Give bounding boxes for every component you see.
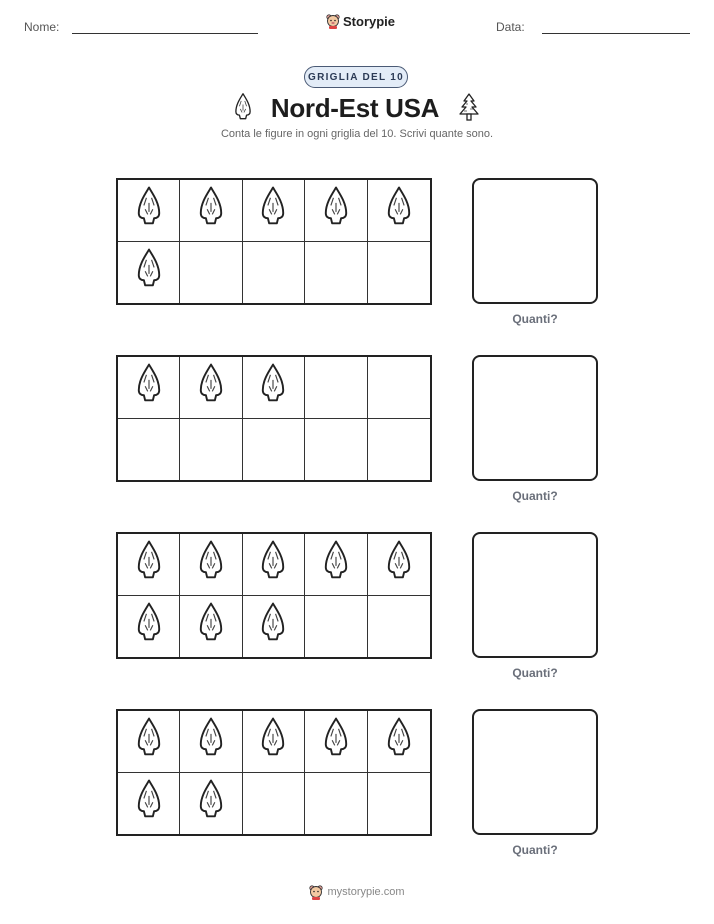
ten-frame-cell	[368, 773, 430, 835]
instructions: Conta le figure in ogni griglia del 10. Scrivi quante sono.	[220, 128, 494, 140]
ten-frame-cell	[243, 242, 305, 304]
footer-url: mystorypie.com	[327, 886, 405, 898]
ten-frame-cell	[305, 180, 367, 242]
ten-frame-cell	[305, 773, 367, 835]
answer-box[interactable]	[472, 532, 598, 658]
ten-frame-cell	[368, 180, 430, 242]
arrowhead-icon	[194, 362, 228, 413]
ten-frame-cell	[118, 242, 180, 304]
brand-logo	[326, 13, 395, 29]
ten-frame-cell	[368, 242, 430, 304]
arrowhead-icon	[256, 362, 290, 413]
ten-frame-cell	[243, 419, 305, 481]
arrowhead-icon	[319, 185, 353, 236]
arrowhead-icon	[132, 539, 166, 590]
bear-mascot-icon	[309, 884, 323, 900]
arrowhead-icon	[256, 601, 290, 652]
ten-frame-cell	[180, 773, 242, 835]
arrowhead-icon	[194, 716, 228, 767]
arrowhead-icon	[256, 185, 290, 236]
ten-frame-cell	[305, 419, 367, 481]
answer-label: Quanti?	[512, 489, 558, 503]
arrowhead-icon	[319, 716, 353, 767]
ten-frame-cell	[243, 534, 305, 596]
ten-frame-cell	[180, 534, 242, 596]
ten-frame-cell	[180, 357, 242, 419]
answer-box[interactable]	[472, 178, 598, 304]
answer-box[interactable]	[472, 355, 598, 481]
name-label: Nome:	[24, 20, 60, 34]
answer-label: Quanti?	[512, 843, 558, 857]
arrowhead-icon	[382, 539, 416, 590]
ten-frame-cell	[368, 596, 430, 658]
ten-frame-cell	[118, 711, 180, 773]
ten-frame	[116, 532, 432, 659]
ten-frame-cell	[180, 711, 242, 773]
ten-frame	[116, 178, 432, 305]
ten-frame-cell	[118, 357, 180, 419]
ten-frame-cell	[180, 419, 242, 481]
arrowhead-icon	[194, 778, 228, 829]
date-label: Data:	[496, 20, 525, 34]
ten-frame-cell	[305, 242, 367, 304]
footer	[0, 884, 714, 900]
ten-frame	[116, 355, 432, 482]
arrowhead-icon	[132, 185, 166, 236]
arrowhead-icon	[132, 778, 166, 829]
ten-frame-cell	[118, 534, 180, 596]
ten-frame-cell	[305, 596, 367, 658]
ten-frame-cell	[305, 357, 367, 419]
ten-frame-cell	[305, 534, 367, 596]
ten-frame-cell	[118, 596, 180, 658]
ten-frame-cell	[368, 711, 430, 773]
arrowhead-icon	[256, 716, 290, 767]
arrowhead-icon	[132, 601, 166, 652]
ten-frame-cell	[243, 773, 305, 835]
pine-tree-icon	[455, 92, 483, 124]
worksheet-type-badge: GRIGLIA DEL 10	[304, 66, 408, 88]
bear-mascot-icon	[326, 13, 340, 29]
arrowhead-icon	[194, 185, 228, 236]
page-title: Nord-Est USA	[270, 92, 440, 123]
ten-frame-cell	[243, 180, 305, 242]
arrowhead-icon	[319, 539, 353, 590]
ten-frame-cell	[243, 596, 305, 658]
ten-frame	[116, 709, 432, 836]
ten-frame-cell	[118, 419, 180, 481]
ten-frame-cell	[118, 180, 180, 242]
name-line[interactable]	[72, 33, 258, 34]
answer-label: Quanti?	[512, 312, 558, 326]
arrowhead-icon	[194, 601, 228, 652]
ten-frame-cell	[243, 357, 305, 419]
arrowhead-icon	[382, 185, 416, 236]
ten-frame-cell	[368, 534, 430, 596]
arrowhead-icon	[132, 716, 166, 767]
ten-frame-cell	[243, 711, 305, 773]
ten-frame-cell	[180, 180, 242, 242]
arrowhead-icon	[132, 362, 166, 413]
answer-label: Quanti?	[512, 666, 558, 680]
ten-frame-cell	[180, 242, 242, 304]
arrowhead-icon	[256, 539, 290, 590]
answer-box[interactable]	[472, 709, 598, 835]
arrowhead-icon	[132, 247, 166, 298]
arrowhead-icon	[231, 92, 255, 124]
date-line[interactable]	[542, 33, 690, 34]
arrowhead-icon	[194, 539, 228, 590]
ten-frame-cell	[118, 773, 180, 835]
ten-frame-cell	[368, 357, 430, 419]
ten-frame-cell	[305, 711, 367, 773]
ten-frame-cell	[368, 419, 430, 481]
title-row	[0, 90, 714, 126]
ten-frame-cell	[180, 596, 242, 658]
arrowhead-icon	[382, 716, 416, 767]
brand-name: Storypie	[343, 13, 396, 29]
